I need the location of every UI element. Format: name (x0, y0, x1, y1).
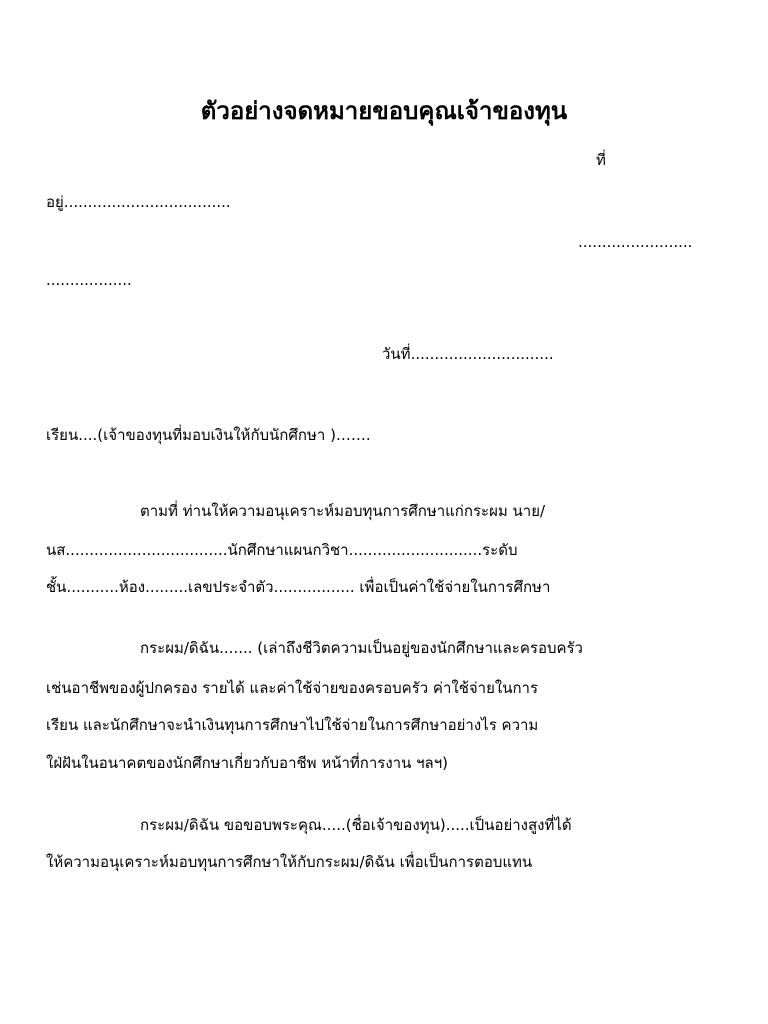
paragraph2-line4: ใฝ่ฝันในอนาคตของนักศึกษาเกี่ยวกับอาชีพ หน้าที่การงาน ฯลฯ) (46, 754, 448, 772)
paragraph1-line3: ชั้น...........ห้อง.........เลขประจำตัว................. เพื่อเป็นค่าใช้จ่ายในการศึกษา (46, 578, 551, 596)
paragraph2-line2: เช่นอาชีพของผู้ปกครอง รายได้ และค่าใช้จ่ายของครอบครัว ค่าใช้จ่ายในการ (46, 679, 539, 697)
header-at-label: ที่ (596, 151, 606, 169)
paragraph2-line3: เรียน และนักศึกษาจะนำเงินทุนการศึกษาไปใช้จ่ายในการศึกษาอย่างไร ความ (46, 716, 539, 734)
salutation: เรียน....(เจ้าของทุนที่มอบเงินให้กับนักศึกษา )……. (46, 426, 371, 444)
header-address-dots-right: ........................ (578, 233, 693, 251)
paragraph3-line1: กระผม/ดิฉัน ขอขอบพระคุณ.....(ชื่อเจ้าของทุน).....เป็นอย่างสูงที่ได้ (140, 816, 572, 834)
paragraph1-line1: ตามที่ ท่านให้ความอนุเคราะห์มอบทุนการศึกษาแก่กระผม นาย/ (140, 502, 546, 520)
paragraph2-line1: กระผม/ดิฉัน....... (เล่าถึงชีวิตความเป็นอยู่ของนักศึกษาและครอบครัว (140, 639, 583, 657)
header-address-label: อยู่................................... (46, 193, 231, 211)
header-address-dots-left: .................. (46, 271, 132, 289)
paragraph1-line2: นส..................................นักศึกษาแผนกวิชา............................ระดับ (46, 541, 518, 559)
paragraph3-line2: ให้ความอนุเคราะห์มอบทุนการศึกษาให้กับกระผม/ดิฉัน เพื่อเป็นการตอบแทน (46, 853, 533, 871)
document-title: ตัวอย่างจดหมายขอบคุณเจ้าของทุน (200, 97, 568, 125)
header-date: วันที่.............................. (382, 345, 554, 363)
